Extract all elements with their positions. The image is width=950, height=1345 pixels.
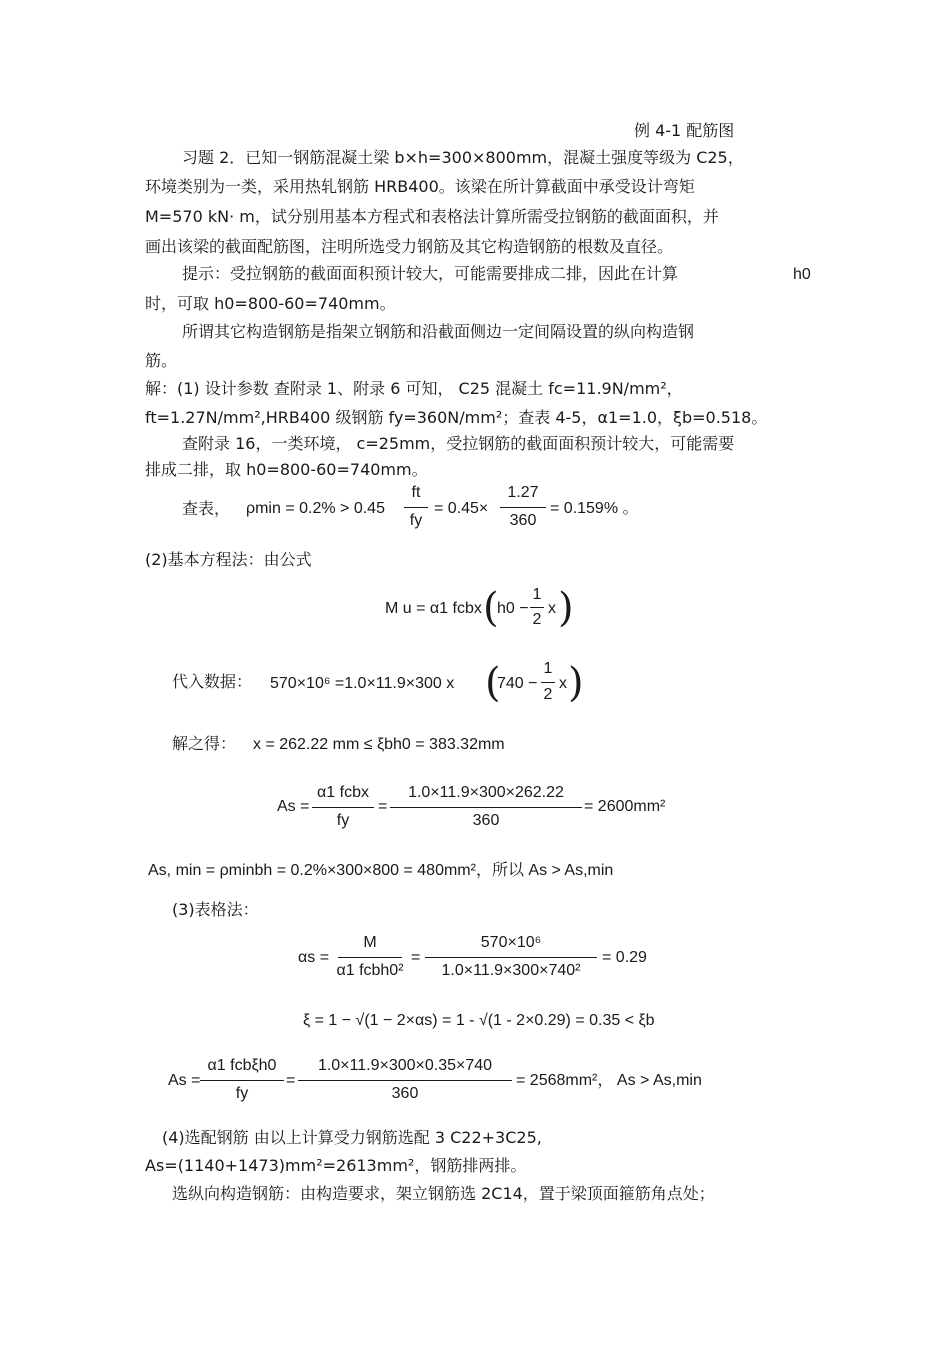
substitute-lhs: 570×10⁶ =1.0×11.9×300 x [270, 675, 455, 692]
as-fraction-bar-1 [312, 807, 374, 808]
as-result: = 2600mm² [584, 798, 666, 815]
alpha-lhs: αs = [298, 949, 330, 966]
problem-line-2: 环境类别为一类，采用热轧钢筋 HRB400。该梁在所计算截面中承受设计弯矩 [145, 177, 695, 196]
rho-lead: 查表， [182, 499, 231, 518]
as2-denominator-2: 360 [391, 1085, 419, 1102]
rho-fy: fy [409, 512, 423, 529]
rho-result: = 0.159% 。 [550, 500, 639, 517]
rho-ft: ft [411, 484, 421, 501]
alpha-fraction-bar-1 [338, 957, 402, 958]
rho-numerator: 1.27 [507, 484, 539, 501]
alpha-denominator-2: 1.0×11.9×300×740² [441, 962, 581, 979]
hint-line-4: 筋。 [145, 351, 178, 370]
hint-line-3: 所谓其它构造钢筋是指架立钢筋和沿截面侧边一定间隔设置的纵向构造钢 [182, 322, 695, 341]
as2-denominator-1: fy [235, 1085, 249, 1102]
mu-half-bar [530, 607, 544, 608]
section-3-title: (3)表格法： [172, 900, 259, 919]
section-2-title: (2)基本方程法：由公式 [145, 550, 312, 569]
as-fraction-bar-2 [390, 807, 582, 808]
rho-denominator: 360 [509, 512, 537, 529]
alpha-numerator-2: 570×10⁶ [480, 934, 542, 951]
substitute-half-bar [541, 682, 555, 683]
figure-caption: 例 4-1 配筋图 [634, 121, 735, 140]
substitute-h0: 740 − [497, 675, 538, 692]
x-equation: x = 262.22 mm ≤ ξbh0 = 383.32mm [253, 736, 505, 753]
section-4-line-2: As=(1140+1473)mm²=2613mm²，钢筋排两排。 [145, 1156, 527, 1175]
left-paren: ( [483, 585, 499, 631]
mu-x: x [548, 600, 556, 617]
as2-result: = 2568mm²， As > As,min [516, 1072, 702, 1089]
section-4-line-1: (4)选配钢筋 由以上计算受力钢筋选配 3 C22+3C25, [162, 1128, 542, 1147]
substitute-half-num: 1 [543, 660, 553, 677]
as2-fraction-bar-2 [298, 1080, 512, 1081]
as-min-line: As, min = ρminbh = 0.2%×300×800 = 480mm²，所以 As > As,min [148, 862, 614, 879]
substitute-x: x [559, 675, 567, 692]
alpha-denominator-1: α1 fcbh0² [336, 962, 404, 979]
as-denominator-1: fy [336, 812, 350, 829]
rho-mid: = 0.45× [434, 500, 489, 517]
mu-lhs: M u = α1 fcbx [385, 600, 482, 617]
right-paren: ) [568, 660, 584, 706]
alpha-result: = 0.29 [602, 949, 647, 966]
alpha-fraction-bar-2 [425, 957, 597, 958]
hint-h0: h0 [793, 266, 811, 283]
solution-1-line-4: 排成二排，取 h0=800-60=740mm。 [145, 460, 428, 479]
as-lhs: As = [277, 798, 310, 815]
section-4-line-3: 选纵向构造钢筋：由构造要求，架立钢筋选 2C14，置于梁顶面箍筋角点处； [172, 1184, 715, 1203]
rho-fraction-bar-2 [500, 507, 546, 508]
hint-line-1: 提示：受拉钢筋的截面面积预计较大，可能需要排成二排，因此在计算 [182, 264, 679, 283]
problem-line-3: M=570 kN· m，试分别用基本方程式和表格法计算所需受拉钢筋的截面面积，并 [145, 207, 719, 226]
substitute-lead: 代入数据： [172, 672, 253, 691]
solution-1-line-1: 解：(1) 设计参数 查附录 1、附录 6 可知， C25 混凝土 fc=11.9N/mm²， [145, 379, 683, 398]
x-lead: 解之得： [172, 734, 237, 753]
left-paren: ( [485, 660, 501, 706]
as2-numerator-2: 1.0×11.9×300×0.35×740 [317, 1057, 493, 1074]
as-numerator-2: 1.0×11.9×300×262.22 [408, 784, 564, 801]
as-denominator-2: 360 [472, 812, 500, 829]
alpha-equals: = [411, 949, 421, 966]
alpha-numerator-1: M [363, 934, 377, 951]
substitute-half-den: 2 [543, 686, 553, 703]
as-equals: = [378, 798, 388, 815]
hint-line-2: 时，可取 h0=800-60=740mm。 [145, 294, 396, 313]
right-paren: ) [558, 585, 574, 631]
as2-equals: = [286, 1072, 296, 1089]
problem-line-4: 画出该梁的截面配筋图，注明所选受力钢筋及其它构造钢筋的根数及直径。 [145, 237, 674, 256]
as2-lhs: As = [168, 1072, 201, 1089]
rho-fraction-bar-1 [404, 507, 428, 508]
rho-equation: ρmin = 0.2% > 0.45 [246, 500, 385, 517]
xi-equation: ξ = 1 − √(1 − 2×αs) = 1 - √(1 - 2×0.29) = 0.35 < ξb [303, 1012, 655, 1029]
mu-half-den: 2 [532, 611, 542, 628]
problem-line-1: 习题 2．已知一钢筋混凝土梁 b×h=300×800mm，混凝土强度等级为 C25， [182, 148, 744, 167]
solution-1-line-3: 查附录 16，一类环境， c=25mm，受拉钢筋的截面面积预计较大，可能需要 [182, 434, 735, 453]
mu-h0: h0 − [497, 600, 529, 617]
mu-half-num: 1 [532, 586, 542, 603]
as2-numerator-1: α1 fcbξh0 [207, 1057, 277, 1074]
as-numerator-1: α1 fcbx [317, 784, 369, 801]
as2-fraction-bar-1 [200, 1080, 284, 1081]
solution-1-line-2: ft=1.27N/mm²,HRB400 级钢筋 fy=360N/mm²；查表 4-5，α1=1.0，ξb=0.518。 [145, 408, 768, 427]
